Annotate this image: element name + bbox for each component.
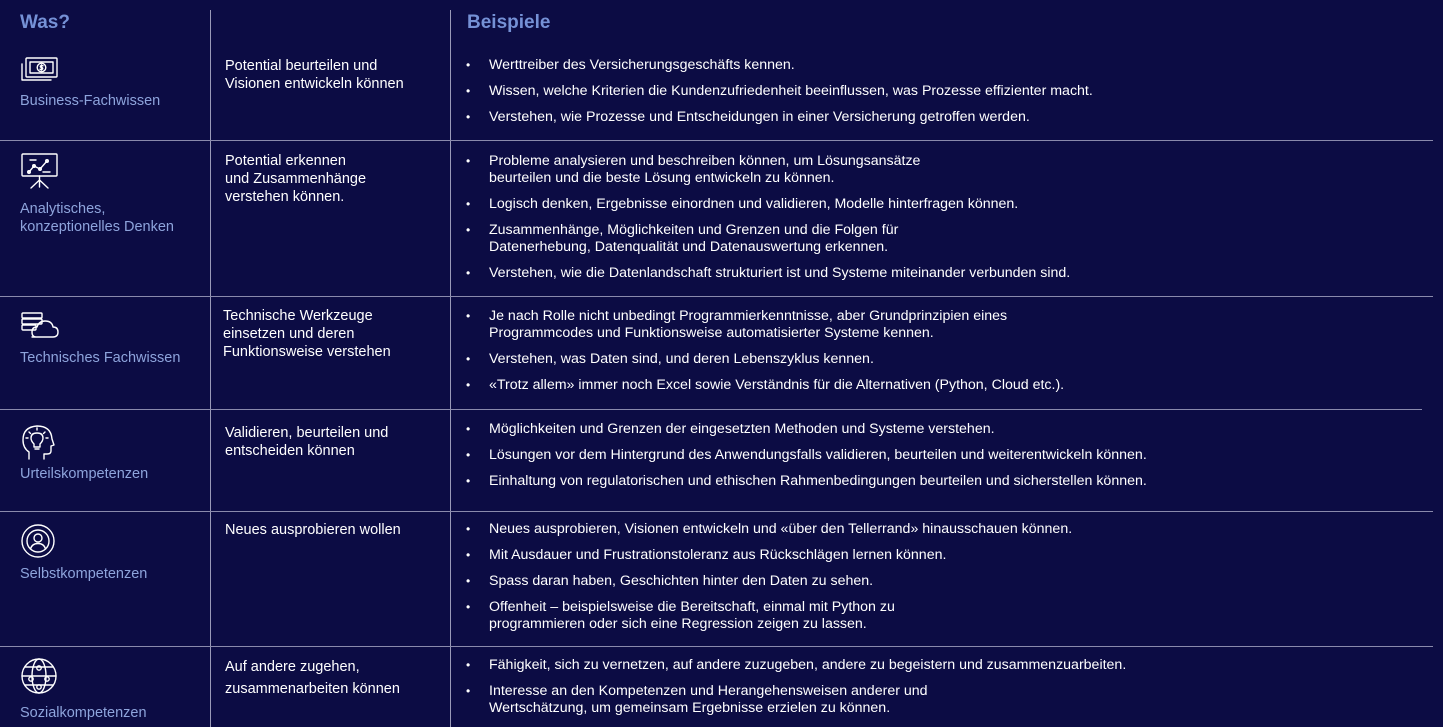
category-social	[20, 657, 147, 722]
category-technical	[20, 311, 180, 367]
list-item: • Lösungen vor dem Hintergrund des Anwendungsfalls validieren, beurteilen und weiterentwickeln können.	[464, 447, 1424, 464]
money-bill-icon	[20, 56, 160, 82]
category-label: Analytisches, konzeptionelles Denken	[20, 201, 174, 235]
cloud-server-icon	[20, 311, 180, 339]
list-item: • Logisch denken, Ergebnisse einordnen und validieren, Modelle hinterfragen können.	[464, 196, 1424, 213]
category-analytics	[20, 152, 174, 236]
row-divider	[0, 296, 1433, 297]
list-item: • Probleme analysieren und beschreiben können, um Lösungsansätze beurteilen und die beste Lösung entwickeln zu können.	[464, 153, 1424, 187]
list-item: • Wissen, welche Kriterien die Kundenzufriedenheit beeinflussen, was Prozesse effizienter macht.	[464, 83, 1424, 100]
description: Potential erkennen und Zusammenhänge verstehen können.	[225, 153, 367, 205]
header-beispiele: Beispiele	[467, 12, 551, 33]
list-item: • Interesse an den Kompetenzen und Herangehensweisen anderer und Wertschätzung, um gemeinsam Ergebnisse erzielen zu können.	[464, 683, 1424, 717]
list-item: • Verstehen, wie Prozesse und Entscheidungen in einer Versicherung getroffen werden.	[464, 109, 1424, 126]
column-divider-1	[210, 10, 211, 727]
category-label: Urteilskompetenzen	[20, 466, 149, 482]
description: Technische Werkzeuge einsetzen und deren Funktionsweise verstehen	[223, 308, 391, 360]
list-item: • Spass daran haben, Geschichten hinter den Daten zu sehen.	[464, 573, 1424, 590]
list-item: • Offenheit – beispielsweise die Bereitschaft, einmal mit Python zu programmieren oder sich eine Regression zeigen zu lassen.	[464, 599, 1424, 633]
description: Neues ausprobieren wollen	[225, 522, 401, 538]
list-item: • Werttreiber des Versicherungsgeschäfts kennen.	[464, 57, 1424, 74]
examples-list	[464, 421, 1424, 499]
category-judgement	[20, 423, 148, 483]
examples-list	[464, 153, 1424, 291]
list-item: • Je nach Rolle nicht unbedingt Programmierkenntnisse, aber Grundprinzipien eines Programmcodes und Funktionsweise automatisierter Systeme kennen.	[464, 308, 1424, 342]
category-business	[20, 56, 160, 110]
category-self	[20, 523, 147, 583]
list-item: • Zusammenhänge, Möglichkeiten und Grenzen und die Folgen für Datenerhebung, Datenqualität und Datenauswertung erkennen.	[464, 222, 1424, 256]
list-item: • Verstehen, wie die Datenlandschaft strukturiert ist und Systeme miteinander verbunden sind.	[464, 265, 1424, 282]
column-divider-2	[450, 10, 451, 727]
list-item: • Verstehen, was Daten sind, und deren Lebenszyklus kennen.	[464, 351, 1424, 368]
globe-network-icon	[20, 657, 147, 695]
row-divider	[0, 409, 1422, 410]
description: Validieren, beurteilen und entscheiden können	[225, 425, 389, 459]
list-item: • Mit Ausdauer und Frustrationstoleranz aus Rückschlägen lernen können.	[464, 547, 1424, 564]
row-divider	[0, 511, 1433, 512]
head-lightbulb-icon	[20, 423, 148, 461]
examples-list	[464, 521, 1424, 642]
category-label: Business-Fachwissen	[20, 93, 161, 109]
examples-list	[464, 308, 1424, 403]
examples-list	[464, 57, 1424, 135]
row-divider	[0, 140, 1433, 141]
description: Potential beurteilen und Visionen entwickeln können	[225, 58, 404, 92]
examples-list	[464, 657, 1424, 726]
header-was: Was?	[20, 12, 70, 33]
list-item: • Neues ausprobieren, Visionen entwickeln und «über den Tellerrand» hinausschauen können.	[464, 521, 1424, 538]
person-circle-icon	[20, 523, 147, 559]
category-label: Selbstkompetenzen	[20, 566, 148, 582]
list-item: • Fähigkeit, sich zu vernetzen, auf andere zuzugeben, andere zu begeistern und zusammenzuarbeiten.	[464, 657, 1424, 674]
description: Auf andere zugehen, zusammenarbeiten können	[225, 659, 400, 697]
presentation-board-icon	[20, 152, 174, 190]
category-label: Technisches Fachwissen	[20, 350, 181, 366]
row-divider	[0, 646, 1433, 647]
list-item: • «Trotz allem» immer noch Excel sowie Verständnis für die Alternativen (Python, Cloud etc.).	[464, 377, 1424, 394]
list-item: • Einhaltung von regulatorischen und ethischen Rahmenbedingungen beurteilen und sicherstellen können.	[464, 473, 1424, 490]
category-label: Sozialkompetenzen	[20, 705, 147, 721]
list-item: • Möglichkeiten und Grenzen der eingesetzten Methoden und Systeme verstehen.	[464, 421, 1424, 438]
